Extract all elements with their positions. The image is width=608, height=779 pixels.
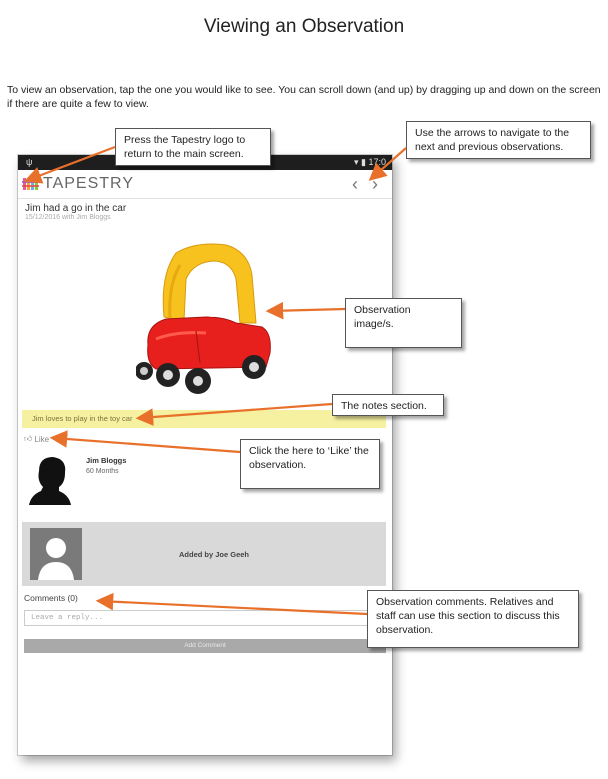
intro-text: To view an observation, tap the one you would like to see. You can scroll down (and up) by dragging up and down on the screen if there are quite a few to view. <box>7 84 601 110</box>
callout-comments: Observation comments. Relatives and staff can use this section to discuss this observation. <box>367 590 579 648</box>
child-avatar-silhouette-icon <box>23 453 75 505</box>
thumbs-up-icon: 👍︎ <box>24 434 33 443</box>
added-by-panel <box>22 522 386 586</box>
child-age: 60 Months <box>86 468 119 475</box>
notes-text: Jim loves to play in the toy car <box>32 414 133 423</box>
callout-arrows: Use the arrows to navigate to the next and previous observations. <box>406 121 591 159</box>
callout-like: Click the here to ‘Like’ the observation. <box>240 439 380 489</box>
like-button[interactable] <box>24 434 49 444</box>
previous-arrow-icon[interactable]: ‹ <box>352 174 358 194</box>
callout-image: Observation image/s. <box>345 298 462 348</box>
callout-notes: The notes section. <box>332 394 444 416</box>
comments-label: Comments (0) <box>24 593 78 603</box>
callout-logo: Press the Tapestry logo to return to the main screen. <box>115 128 271 166</box>
tapestry-logo-icon <box>22 177 40 191</box>
observation-meta: 15/12/2016 with Jim Bloggs <box>25 214 111 221</box>
reply-input[interactable]: Leave a reply... <box>24 610 382 626</box>
add-comment-button[interactable]: Add Comment <box>24 639 386 653</box>
observation-title: Jim had a go in the car <box>25 203 127 214</box>
usb-icon: ψ <box>26 157 33 167</box>
added-by-text: Added by Joe Geeh <box>179 550 250 559</box>
next-arrow-icon[interactable]: › <box>372 174 378 194</box>
default-avatar-icon <box>30 528 82 580</box>
child-name: Jim Bloggs <box>86 456 127 465</box>
status-time: ▾ ▮ 17:0 <box>353 157 386 167</box>
logo-text: TAPESTRY <box>43 175 134 192</box>
page-title: Viewing an Observation <box>203 16 405 37</box>
observation-image[interactable] <box>136 235 276 395</box>
like-label: Like <box>34 434 50 444</box>
tapestry-logo[interactable] <box>22 175 134 193</box>
app-header <box>18 170 392 199</box>
